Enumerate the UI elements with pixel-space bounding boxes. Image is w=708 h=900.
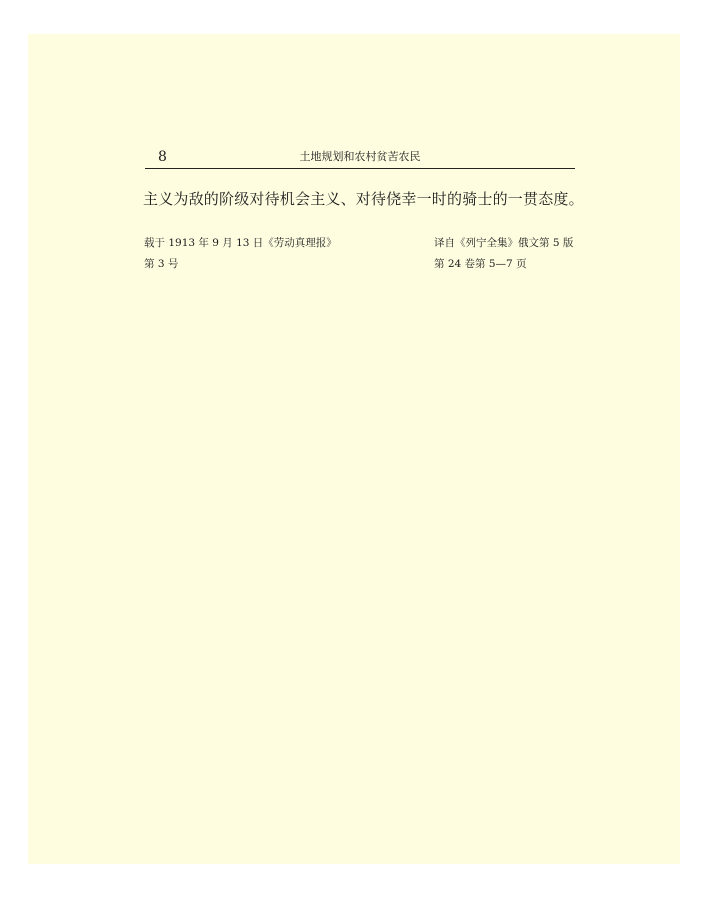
running-head	[145, 148, 575, 169]
page-number: 8	[158, 149, 167, 165]
running-title: 土地规划和农村贫苦农民	[299, 150, 421, 163]
source-note-line-1: 载于 1913 年 9 月 13 日《劳动真理报》	[144, 237, 337, 249]
translation-note-line-2: 第 24 卷第 5—7 页	[434, 258, 527, 270]
translation-note-line-1: 译自《列宁全集》俄文第 5 版	[434, 237, 574, 249]
body-text: 主义为敌的阶级对待机会主义、对待侥幸一时的骑士的一贯态度。	[143, 190, 584, 208]
source-note	[144, 233, 337, 275]
translation-note	[434, 233, 573, 275]
source-note-line-2: 第 3 号	[144, 258, 179, 270]
